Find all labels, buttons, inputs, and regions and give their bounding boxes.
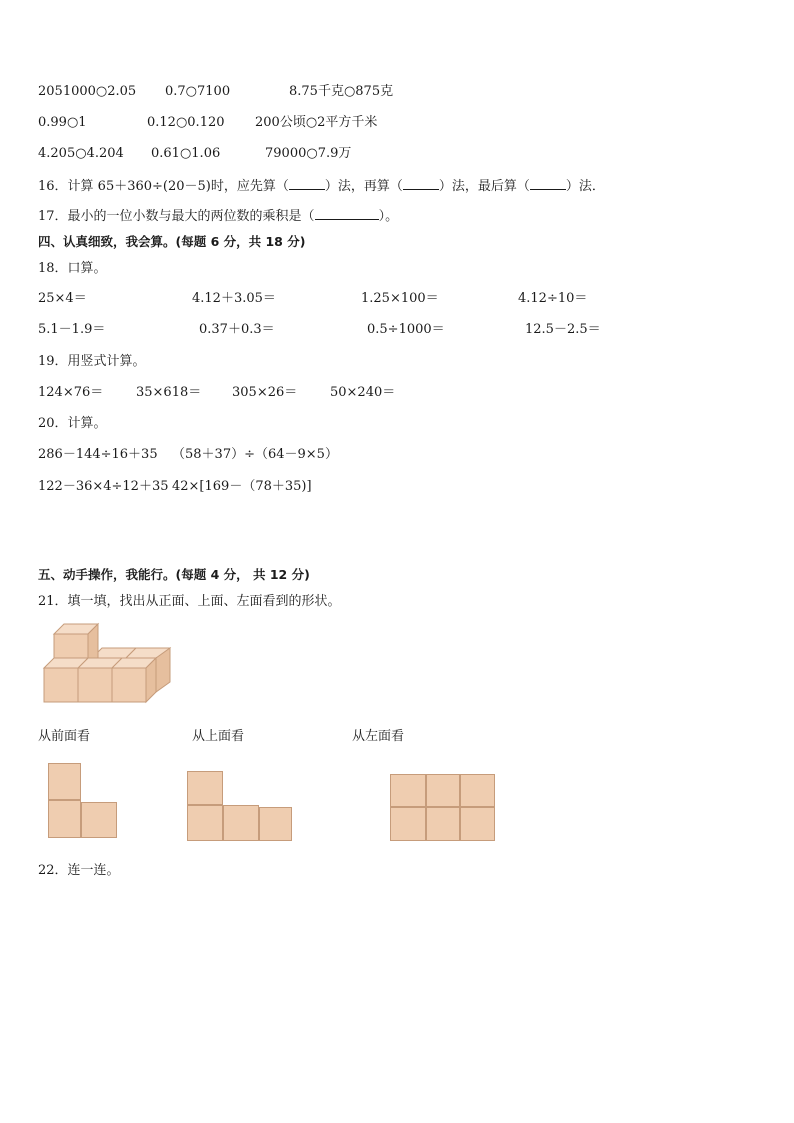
- view-square: [460, 774, 495, 807]
- vertical-calc-item: 124×76＝: [38, 385, 104, 400]
- section-heading: 五、动手操作，我能行。(每题 4 分， 共 12 分): [38, 567, 310, 582]
- view-label-top: 从上面看: [192, 729, 245, 744]
- compare-item: 0.61○1.06: [151, 146, 221, 161]
- calc-item: （58＋37）÷（64－9×5）: [172, 447, 338, 462]
- oral-item: 4.12÷10＝: [518, 291, 588, 306]
- view-square: [223, 805, 259, 841]
- oral-item: 1.25×100＝: [361, 291, 439, 306]
- compare-item: 4.205○4.204: [38, 146, 124, 161]
- compare-item: 0.99○1: [38, 115, 87, 130]
- question-16: 16．计算 65＋360÷(20－5)时，应先算（ ）法，再算（ ）法，最后算（ ）法．: [38, 179, 605, 194]
- answer-blank[interactable]: [530, 177, 566, 190]
- oral-item: 5.1－1.9＝: [38, 322, 106, 337]
- view-label-left: 从左面看: [352, 729, 405, 744]
- calc-item: 286－144÷16＋35: [38, 447, 158, 462]
- view-square: [81, 802, 117, 838]
- compare-item: 200公顷○2平方千米: [255, 115, 378, 130]
- section-heading: 四、认真细致，我会算。(每题 6 分，共 18 分): [38, 234, 306, 249]
- oral-item: 0.37＋0.3＝: [199, 322, 275, 337]
- question-19-title: 19．用竖式计算。: [38, 354, 146, 369]
- view-square: [259, 807, 292, 841]
- oral-item: 0.5÷1000＝: [367, 322, 445, 337]
- view-square: [460, 807, 495, 841]
- compare-item: 0.7○7100: [165, 84, 231, 99]
- oral-item: 12.5－2.5＝: [525, 322, 601, 337]
- answer-blank[interactable]: [403, 177, 439, 190]
- compare-item: 0.12○0.120: [147, 115, 225, 130]
- question-22-title: 22．连一连。: [38, 863, 120, 878]
- calc-item: 122－36×4÷12＋35: [38, 479, 169, 494]
- oral-item: 4.12＋3.05＝: [192, 291, 276, 306]
- compare-item: 2051000○2.05: [38, 84, 137, 99]
- cube-stack-figure: [40, 618, 172, 714]
- vertical-calc-item: 305×26＝: [232, 385, 298, 400]
- question-20-title: 20．计算。: [38, 416, 107, 431]
- view-square: [426, 774, 460, 807]
- view-square: [390, 774, 426, 807]
- calc-item: 42×[169－（78＋35)]: [172, 479, 312, 494]
- view-square: [187, 771, 223, 805]
- answer-blank[interactable]: [315, 207, 379, 220]
- compare-item: 8.75千克○875克: [289, 84, 394, 99]
- view-label-front: 从前面看: [38, 729, 91, 744]
- compare-item: 79000○7.9万: [265, 146, 352, 161]
- oral-item: 25×4＝: [38, 291, 87, 306]
- question-21-title: 21．填一填，找出从正面、上面、左面看到的形状。: [38, 594, 341, 609]
- view-square: [48, 763, 81, 800]
- vertical-calc-item: 35×618＝: [136, 385, 202, 400]
- vertical-calc-item: 50×240＝: [330, 385, 396, 400]
- view-square: [426, 807, 460, 841]
- view-square: [48, 800, 81, 838]
- answer-blank[interactable]: [289, 177, 325, 190]
- question-18-title: 18．口算。: [38, 261, 107, 276]
- view-square: [187, 805, 223, 841]
- question-17: 17．最小的一位小数与最大的两位数的乘积是（ ）。: [38, 209, 399, 224]
- view-square: [390, 807, 426, 841]
